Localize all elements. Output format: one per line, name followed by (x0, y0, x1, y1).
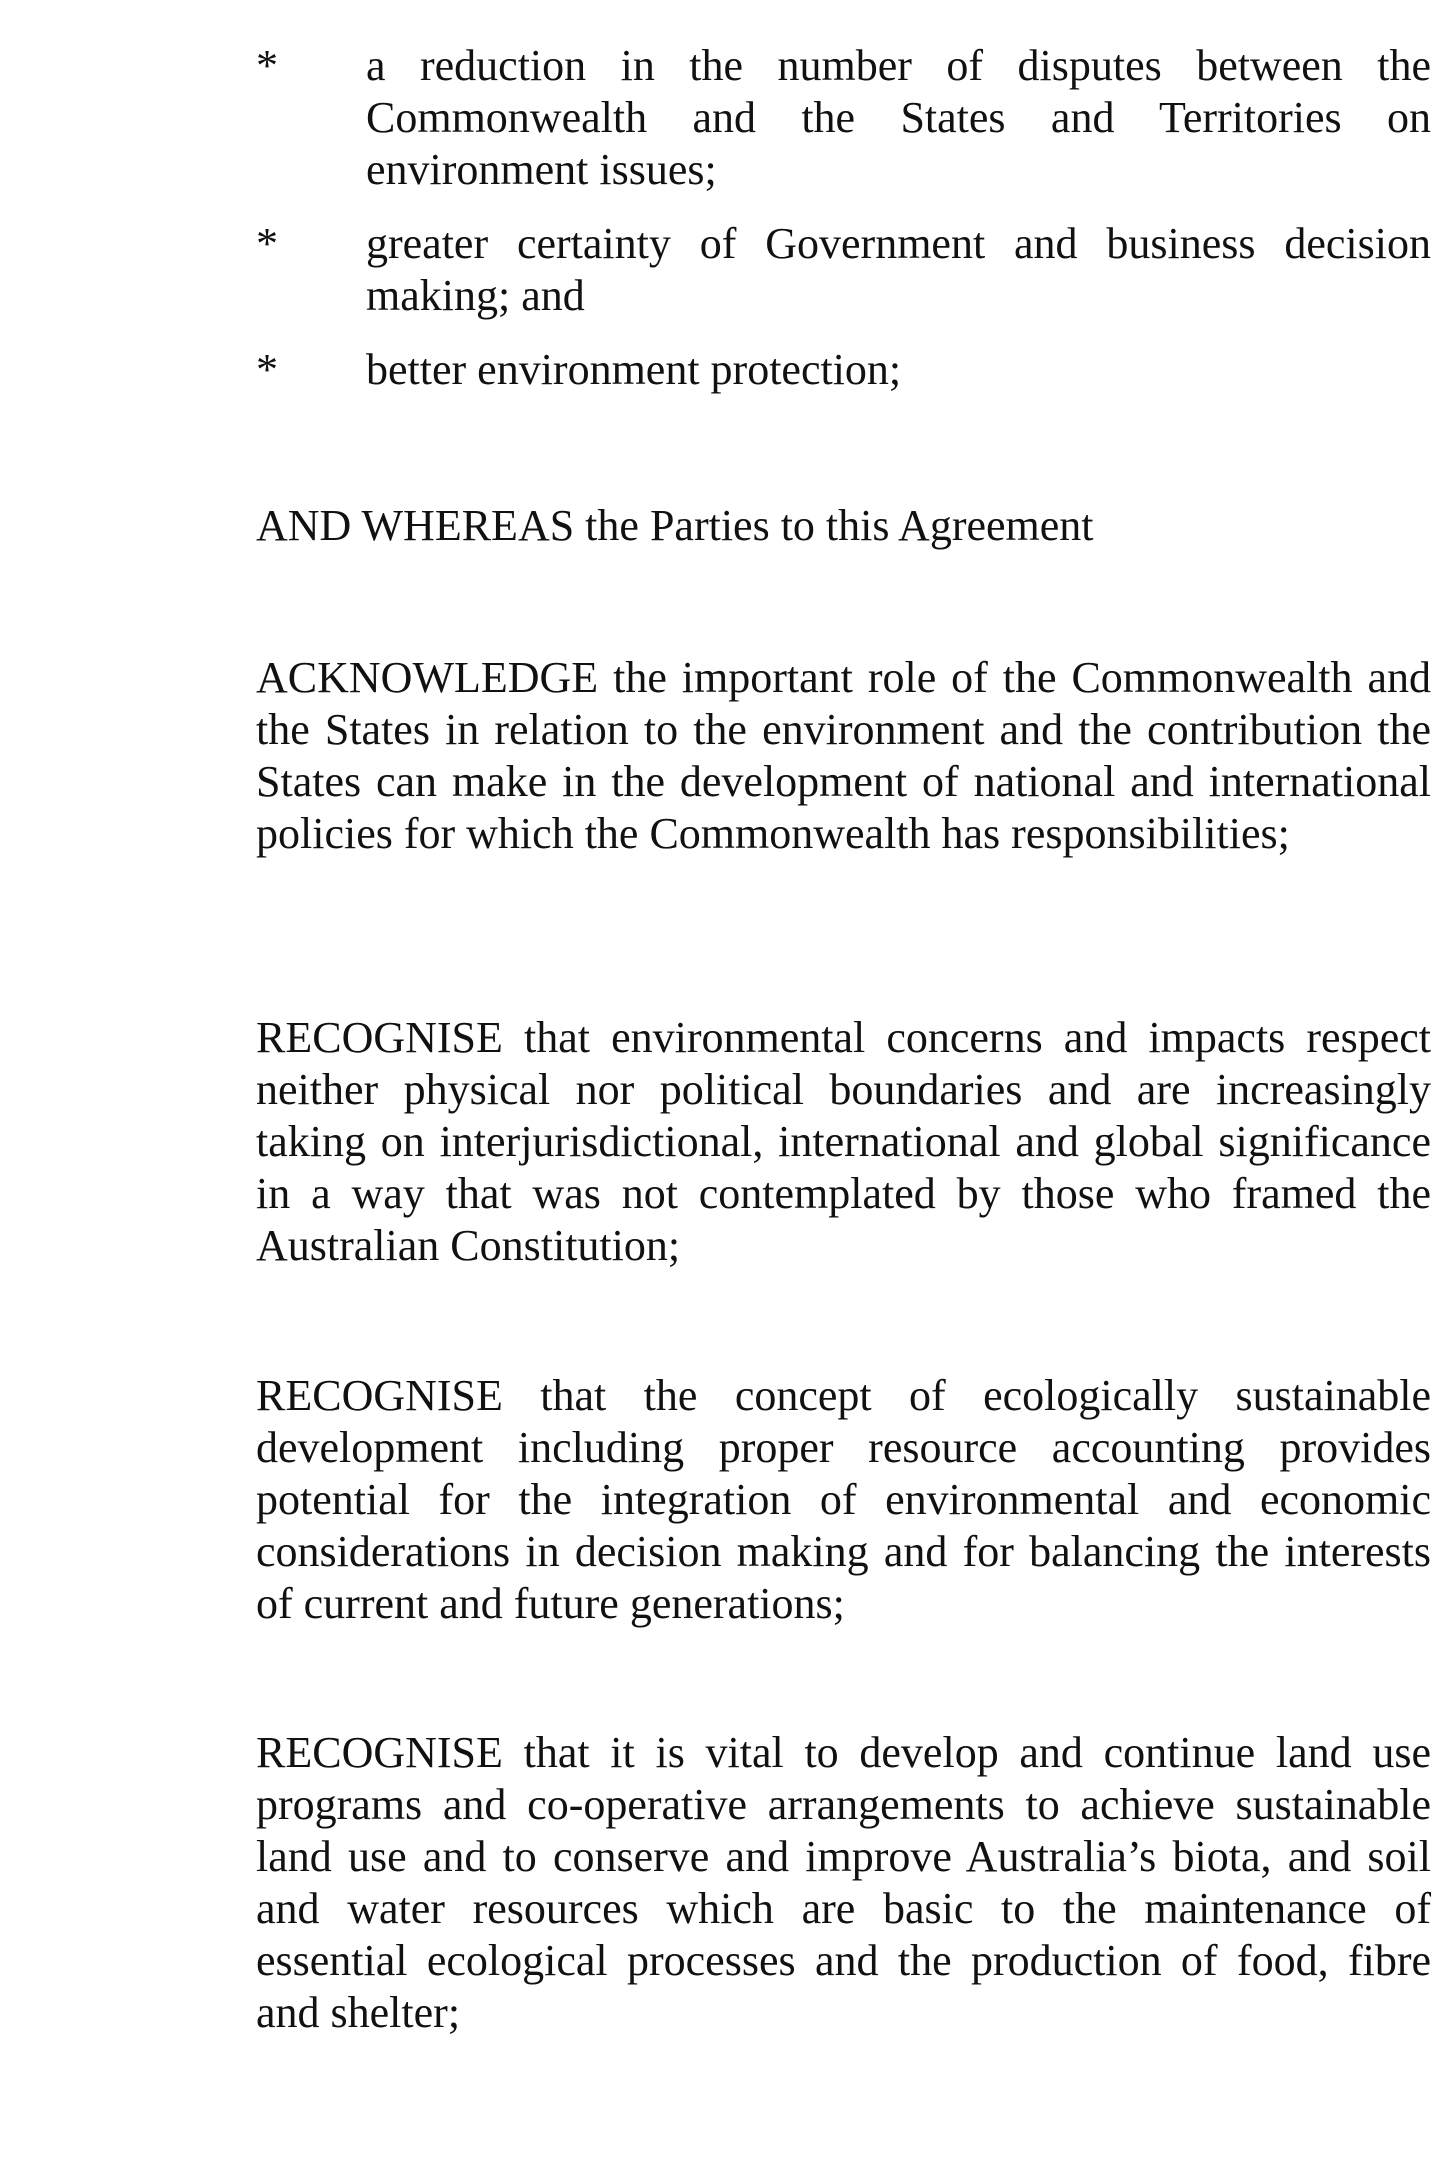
bullet-text-disputes: a reduction in the number of disputes between the Commonwealth and the States and Territories on environment issues; (366, 41, 1431, 194)
list-item (256, 218, 1431, 322)
bullet-text-certainty: greater certainty of Government and business decision making; and (366, 219, 1431, 320)
asterisk-bullet-icon: * (256, 345, 278, 394)
recognise-boundaries-paragraph: RECOGNISE that environmental concerns and impacts respect neither physical nor political boundaries and are increasingly taking on interjurisdictional, international and global significance in a way that was not contemplated by those who framed the Australian Constitution; (256, 1013, 1431, 1270)
recognise-land-use-paragraph: RECOGNISE that it is vital to develop and continue land use programs and co-operative arrangements to achieve sustainable land use and to conserve and improve Australia’s biota, and soil and water resources which are basic to the maintenance of essential ecological processes and the production of food, fibre and shelter; (256, 1728, 1431, 2037)
list-item (256, 344, 1431, 396)
bullet-list (256, 40, 1431, 418)
asterisk-bullet-icon: * (256, 219, 278, 268)
bullet-text-protection: better environment protection; (366, 345, 902, 394)
asterisk-bullet-icon: * (256, 41, 278, 90)
whereas-paragraph: AND WHEREAS the Parties to this Agreement (256, 501, 1094, 550)
acknowledge-paragraph: ACKNOWLEDGE the important role of the Commonwealth and the States in relation to the environment and the contribution the States can make in the development of national and international policies for which the Commonwealth has responsibilities; (256, 653, 1431, 858)
list-item (256, 40, 1431, 196)
recognise-sustainable-development-paragraph: RECOGNISE that the concept of ecologically sustainable development including proper resource accounting provides potential for the integration of environmental and economic considerations in decision making and for balancing the interests of current and future generations; (256, 1371, 1431, 1628)
